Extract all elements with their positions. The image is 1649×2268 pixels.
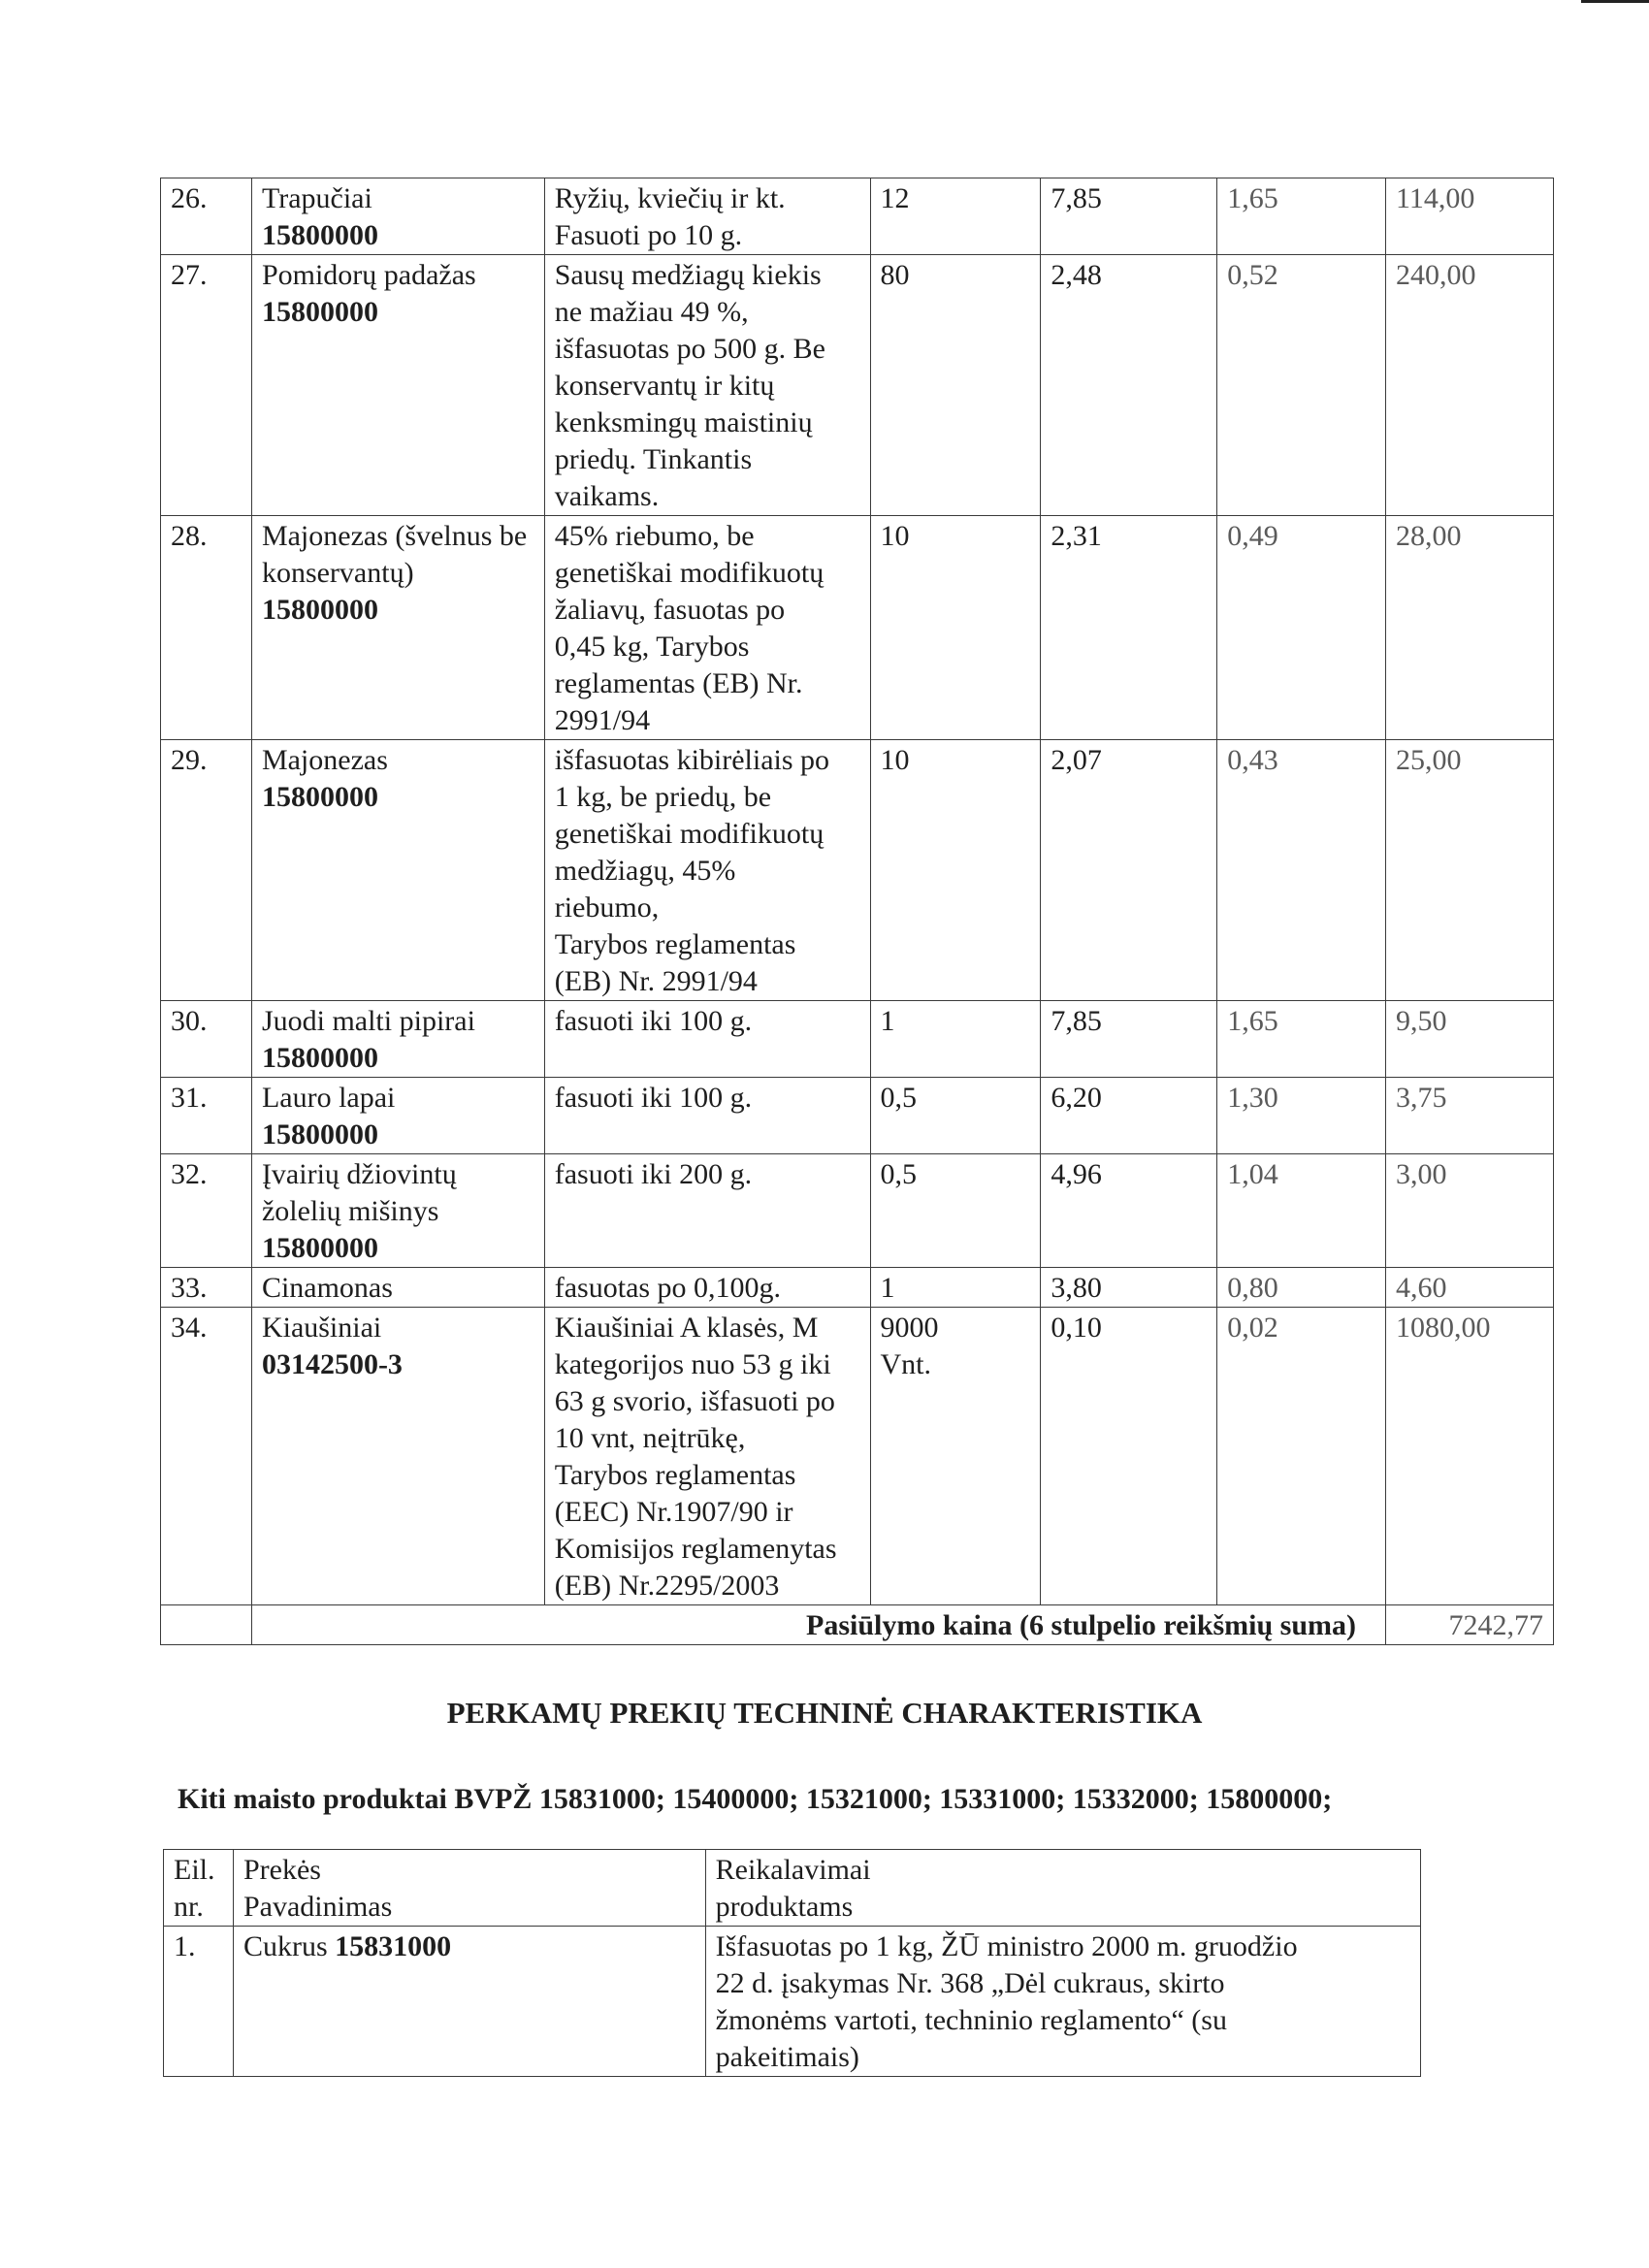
quantity-cell xyxy=(870,1078,1041,1154)
description-line: Tarybos reglamentas xyxy=(554,1459,796,1491)
description-cell xyxy=(544,740,870,1001)
table-row xyxy=(161,740,1554,1001)
header-name-line-2: Pavadinimas xyxy=(242,1891,393,1923)
table-row xyxy=(161,1078,1554,1154)
sum-cell: 1080,00 xyxy=(1386,1308,1554,1605)
description-line: Sausų medžiagų kiekis xyxy=(554,259,822,291)
req-text-line: pakeitimais) xyxy=(715,2041,859,2073)
header-no xyxy=(164,1850,234,1927)
table-row xyxy=(161,255,1554,516)
quantity-cell xyxy=(870,1154,1041,1268)
section-subheading: Kiti maisto produktai BVPŽ 15831000; 15400000; 15321000; 15331000; 15332000; 15800000; xyxy=(178,1783,1333,1815)
description-line: reglamentas (EB) Nr. xyxy=(554,667,803,699)
table-row xyxy=(161,1308,1554,1605)
vat-cell: 1,04 xyxy=(1217,1154,1386,1268)
description-cell xyxy=(544,1308,870,1605)
product-cell xyxy=(251,255,544,516)
description-line: (EB) Nr.2295/2003 xyxy=(554,1570,780,1602)
product-cell xyxy=(251,1154,544,1268)
description-cell xyxy=(544,1268,870,1308)
sum-cell: 25,00 xyxy=(1386,740,1554,1001)
quantity-line: 80 xyxy=(880,259,910,291)
description-line: 1 kg, be priedų, be xyxy=(554,781,772,813)
vat-cell: 0,80 xyxy=(1217,1268,1386,1308)
description-line: fasuoti iki 200 g. xyxy=(554,1158,753,1190)
description-line: ne mažiau 49 %, xyxy=(554,296,749,328)
description-line: žaliavų, fasuotas po xyxy=(554,594,786,626)
row-number: 34. xyxy=(161,1308,252,1605)
price-offer-table xyxy=(160,178,1554,1645)
table-row xyxy=(161,178,1554,255)
description-line: Kiaušiniai A klasės, M xyxy=(554,1312,819,1344)
quantity-cell xyxy=(870,1308,1041,1605)
description-line: vaikams. xyxy=(554,480,660,512)
vat-cell: 1,65 xyxy=(1217,178,1386,255)
sum-cell: 28,00 xyxy=(1386,516,1554,740)
quantity-line: 12 xyxy=(880,182,910,214)
quantity-cell xyxy=(870,255,1041,516)
product-cell xyxy=(251,516,544,740)
header-req-line-2: produktams xyxy=(715,1891,854,1923)
quantity-cell xyxy=(870,1001,1041,1078)
description-line: kenksmingų maistinių xyxy=(554,406,813,438)
price-cell: 7,85 xyxy=(1041,178,1217,255)
description-line: Tarybos reglamentas xyxy=(554,928,796,960)
product-cell xyxy=(251,178,544,255)
vat-cell: 1,65 xyxy=(1217,1001,1386,1078)
quantity-cell xyxy=(870,1268,1041,1308)
description-line: fasuoti iki 100 g. xyxy=(554,1082,753,1114)
vat-cell: 0,43 xyxy=(1217,740,1386,1001)
quantity-cell xyxy=(870,516,1041,740)
description-line: 10 vnt, neįtrūkę, xyxy=(554,1422,746,1454)
price-cell: 4,96 xyxy=(1041,1154,1217,1268)
price-offer-table-body xyxy=(161,178,1554,1605)
price-cell: 2,48 xyxy=(1041,255,1217,516)
sum-cell: 240,00 xyxy=(1386,255,1554,516)
sum-cell: 3,00 xyxy=(1386,1154,1554,1268)
header-req-line-1: Reikalavimai xyxy=(715,1854,871,1886)
req-text-cell xyxy=(705,1927,1420,2077)
requirements-header-row xyxy=(164,1850,1421,1927)
product-cell xyxy=(251,1268,544,1308)
quantity-line: 10 xyxy=(880,744,910,776)
price-cell: 0,10 xyxy=(1041,1308,1217,1605)
price-cell: 6,20 xyxy=(1041,1078,1217,1154)
total-label: Pasiūlymo kaina (6 stulpelio reikšmių suma) xyxy=(251,1605,1385,1645)
quantity-cell xyxy=(870,740,1041,1001)
req-text-line: žmonėms vartoti, techninio reglamento“ (su xyxy=(715,2004,1227,2036)
req-product-name: Cukrus xyxy=(242,1930,328,1962)
req-text-line: Išfasuotas po 1 kg, ŽŪ ministro 2000 m. gruodžio xyxy=(715,1930,1298,1962)
product-code: 15800000 xyxy=(261,1232,378,1264)
product-code: 15800000 xyxy=(261,594,378,626)
description-line: (EEC) Nr.1907/90 ir xyxy=(554,1496,793,1528)
req-text-line: 22 d. įsakymas Nr. 368 „Dėl cukraus, skirto xyxy=(715,1967,1225,1999)
table-row xyxy=(161,1001,1554,1078)
total-row xyxy=(161,1605,1554,1645)
table-row xyxy=(161,1268,1554,1308)
description-cell xyxy=(544,178,870,255)
description-line: 2991/94 xyxy=(554,704,651,736)
product-name: Kiaušiniai xyxy=(261,1312,382,1344)
product-code: 03142500-3 xyxy=(261,1348,403,1380)
description-line: genetiškai modifikuotų xyxy=(554,557,824,589)
requirements-row xyxy=(164,1927,1421,2077)
description-line: Komisijos reglamenytas xyxy=(554,1533,837,1565)
description-line: fasuoti iki 100 g. xyxy=(554,1005,753,1037)
product-code: 15800000 xyxy=(261,781,378,813)
product-name: Juodi malti pipirai xyxy=(261,1005,475,1037)
header-no-line-2: nr. xyxy=(174,1891,204,1923)
product-cell xyxy=(251,1001,544,1078)
quantity-line: 1 xyxy=(880,1005,895,1037)
description-line: išfasuotas kibirėliais po xyxy=(554,744,830,776)
table-row xyxy=(161,516,1554,740)
description-line: genetiškai modifikuotų xyxy=(554,818,824,850)
req-product-cell xyxy=(233,1927,705,2077)
requirements-table-body xyxy=(164,1927,1421,2077)
header-requirements xyxy=(705,1850,1420,1927)
table-row xyxy=(161,1154,1554,1268)
product-name: Trapučiai xyxy=(261,182,372,214)
product-cell xyxy=(251,1078,544,1154)
quantity-line: 10 xyxy=(880,520,910,552)
description-line: medžiagų, 45% xyxy=(554,855,736,887)
product-code: 15800000 xyxy=(261,296,378,328)
header-no-line-1: Eil. xyxy=(174,1854,215,1886)
description-cell xyxy=(544,1154,870,1268)
row-number: 33. xyxy=(161,1268,252,1308)
section-heading: PERKAMŲ PREKIŲ TECHNINĖ CHARAKTERISTIKA xyxy=(446,1696,1203,1730)
row-number: 28. xyxy=(161,516,252,740)
description-line: 45% riebumo, be xyxy=(554,520,755,552)
price-cell: 3,80 xyxy=(1041,1268,1217,1308)
vat-cell: 1,30 xyxy=(1217,1078,1386,1154)
row-number: 32. xyxy=(161,1154,252,1268)
description-cell xyxy=(544,516,870,740)
row-number: 26. xyxy=(161,178,252,255)
description-line: konservantų ir kitų xyxy=(554,370,775,402)
description-line: fasuotas po 0,100g. xyxy=(554,1272,782,1304)
header-name xyxy=(233,1850,705,1927)
product-code: 15800000 xyxy=(261,1042,378,1074)
quantity-line: Vnt. xyxy=(880,1348,932,1380)
sum-cell: 3,75 xyxy=(1386,1078,1554,1154)
product-code: 15800000 xyxy=(261,1118,378,1150)
product-name: Įvairių džiovintų žolelių mišinys xyxy=(261,1158,457,1227)
product-name: Majonezas xyxy=(261,744,388,776)
product-name: Lauro lapai xyxy=(261,1082,396,1114)
row-number: 31. xyxy=(161,1078,252,1154)
requirements-table xyxy=(163,1849,1421,2077)
sum-cell: 4,60 xyxy=(1386,1268,1554,1308)
product-name: Pomidorų padažas xyxy=(261,259,476,291)
product-name: Majonezas (švelnus be konservantų) xyxy=(261,520,528,589)
description-cell xyxy=(544,255,870,516)
description-line: Ryžių, kviečių ir kt. xyxy=(554,182,786,214)
description-line: Fasuoti po 10 g. xyxy=(554,219,743,251)
scan-edge-line xyxy=(1581,0,1649,3)
header-name-line-1: Prekės xyxy=(242,1854,321,1886)
req-product-code: 15831000 xyxy=(335,1930,452,1962)
description-line: išfasuotas po 500 g. Be xyxy=(554,333,825,365)
quantity-line: 9000 xyxy=(880,1312,939,1344)
sum-cell: 9,50 xyxy=(1386,1001,1554,1078)
price-cell: 2,07 xyxy=(1041,740,1217,1001)
row-number: 30. xyxy=(161,1001,252,1078)
product-code: 15800000 xyxy=(261,219,378,251)
product-cell xyxy=(251,740,544,1001)
quantity-line: 0,5 xyxy=(880,1158,918,1190)
description-line: priedų. Tinkantis xyxy=(554,443,753,475)
sum-cell: 114,00 xyxy=(1386,178,1554,255)
quantity-cell xyxy=(870,178,1041,255)
description-line: 0,45 kg, Tarybos xyxy=(554,631,750,663)
quantity-line: 0,5 xyxy=(880,1082,918,1114)
price-cell: 7,85 xyxy=(1041,1001,1217,1078)
price-cell: 2,31 xyxy=(1041,516,1217,740)
vat-cell: 0,52 xyxy=(1217,255,1386,516)
description-cell xyxy=(544,1001,870,1078)
product-cell xyxy=(251,1308,544,1605)
product-name: Cinamonas xyxy=(261,1272,393,1304)
row-number: 29. xyxy=(161,740,252,1001)
req-row-number: 1. xyxy=(164,1927,234,2077)
description-line: (EB) Nr. 2991/94 xyxy=(554,965,758,997)
vat-cell: 0,49 xyxy=(1217,516,1386,740)
vat-cell: 0,02 xyxy=(1217,1308,1386,1605)
quantity-line: 1 xyxy=(880,1272,895,1304)
description-line: 63 g svorio, išfasuoti po xyxy=(554,1385,835,1417)
row-number: 27. xyxy=(161,255,252,516)
total-value: 7242,77 xyxy=(1386,1605,1554,1645)
description-line: kategorijos nuo 53 g iki xyxy=(554,1348,831,1380)
description-line: riebumo, xyxy=(554,891,660,923)
description-cell xyxy=(544,1078,870,1154)
total-empty-cell xyxy=(161,1605,252,1645)
